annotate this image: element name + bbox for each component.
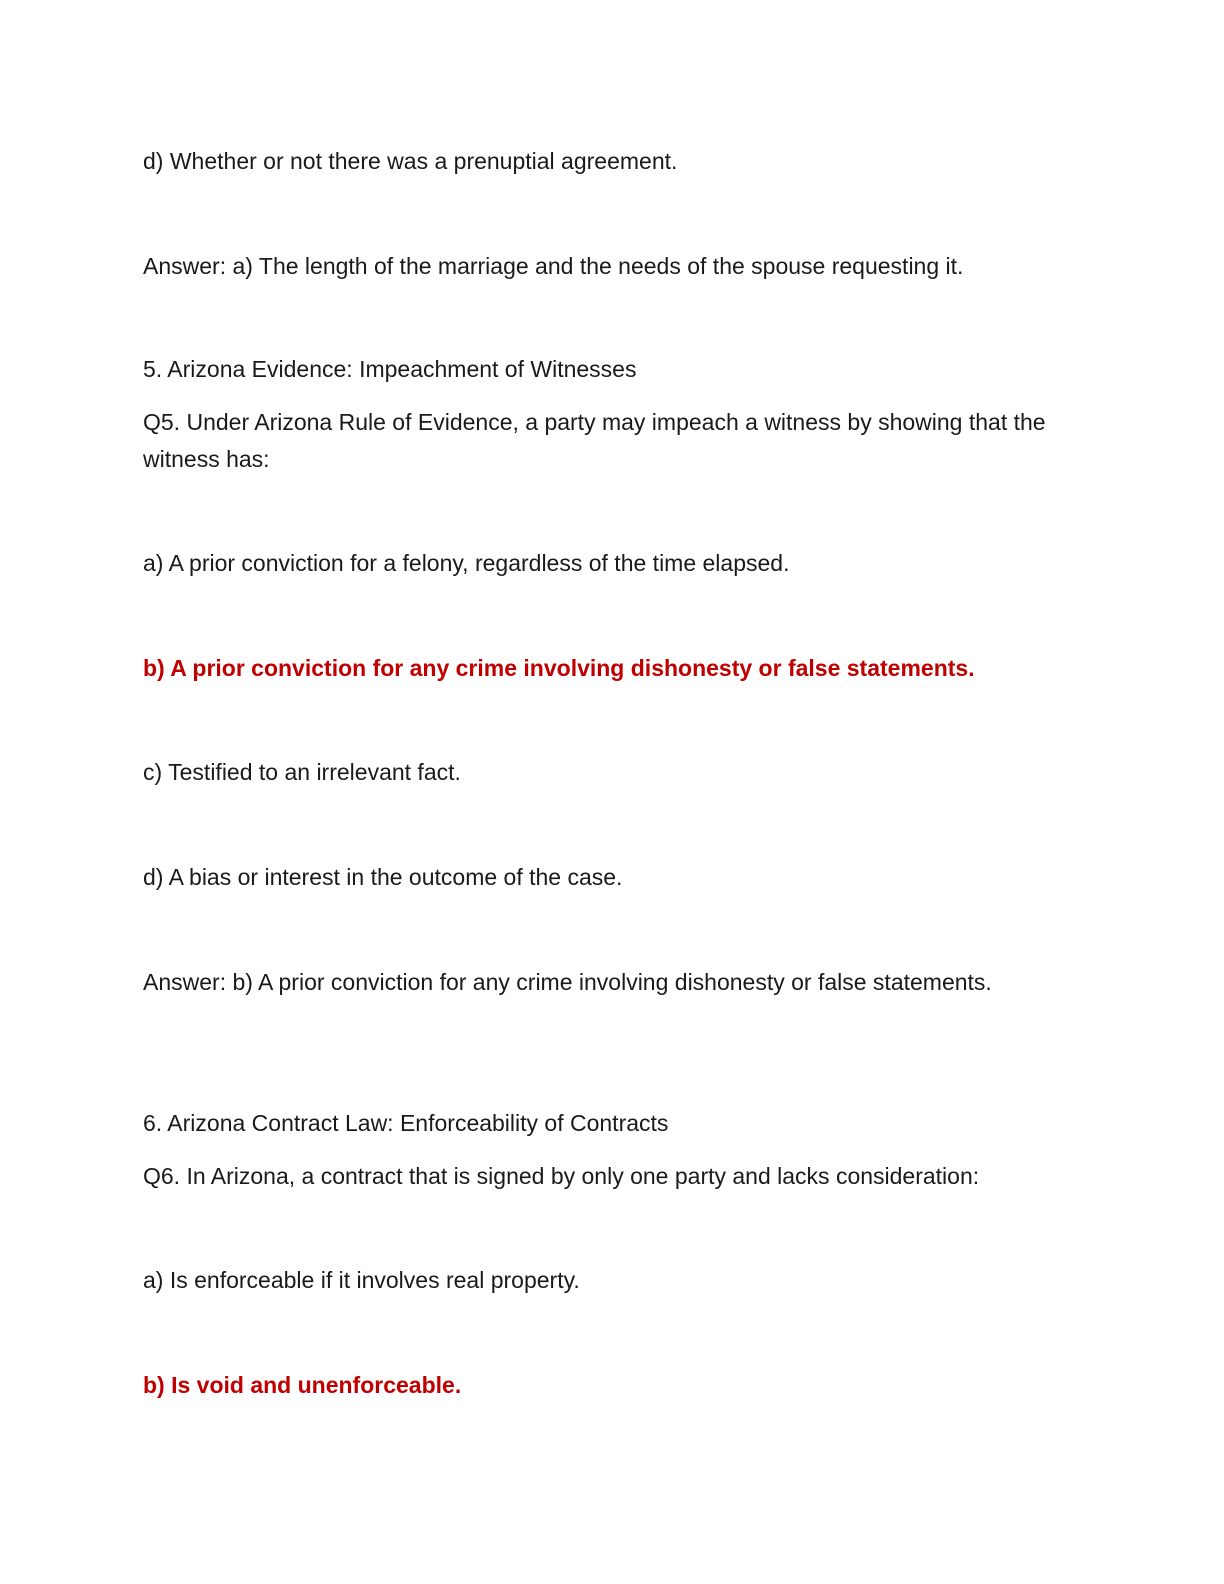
section-5-heading: 5. Arizona Evidence: Impeachment of Witnesses <box>143 356 637 382</box>
q5-option-d: d) A bias or interest in the outcome of the case. <box>143 864 623 890</box>
q5-option-a: a) A prior conviction for a felony, regardless of the time elapsed. <box>143 550 790 576</box>
q5-answer: Answer: b) A prior conviction for any crime involving dishonesty or false statements. <box>143 969 992 995</box>
q5-question: Q5. Under Arizona Rule of Evidence, a party may impeach a witness by showing that the witness has: <box>143 409 1046 472</box>
q6-option-a: a) Is enforceable if it involves real property. <box>143 1267 580 1293</box>
q5-option-b-correct: b) A prior conviction for any crime involving dishonesty or false statements. <box>143 655 975 681</box>
q4-option-d: d) Whether or not there was a prenuptial agreement. <box>143 148 678 174</box>
q6-option-b-correct: b) Is void and unenforceable. <box>143 1372 462 1398</box>
q4-answer: Answer: a) The length of the marriage and the needs of the spouse requesting it. <box>143 253 964 279</box>
q5-option-c: c) Testified to an irrelevant fact. <box>143 759 461 785</box>
section-6-heading: 6. Arizona Contract Law: Enforceability of Contracts <box>143 1110 669 1136</box>
q6-question: Q6. In Arizona, a contract that is signed by only one party and lacks consideration: <box>143 1163 980 1189</box>
